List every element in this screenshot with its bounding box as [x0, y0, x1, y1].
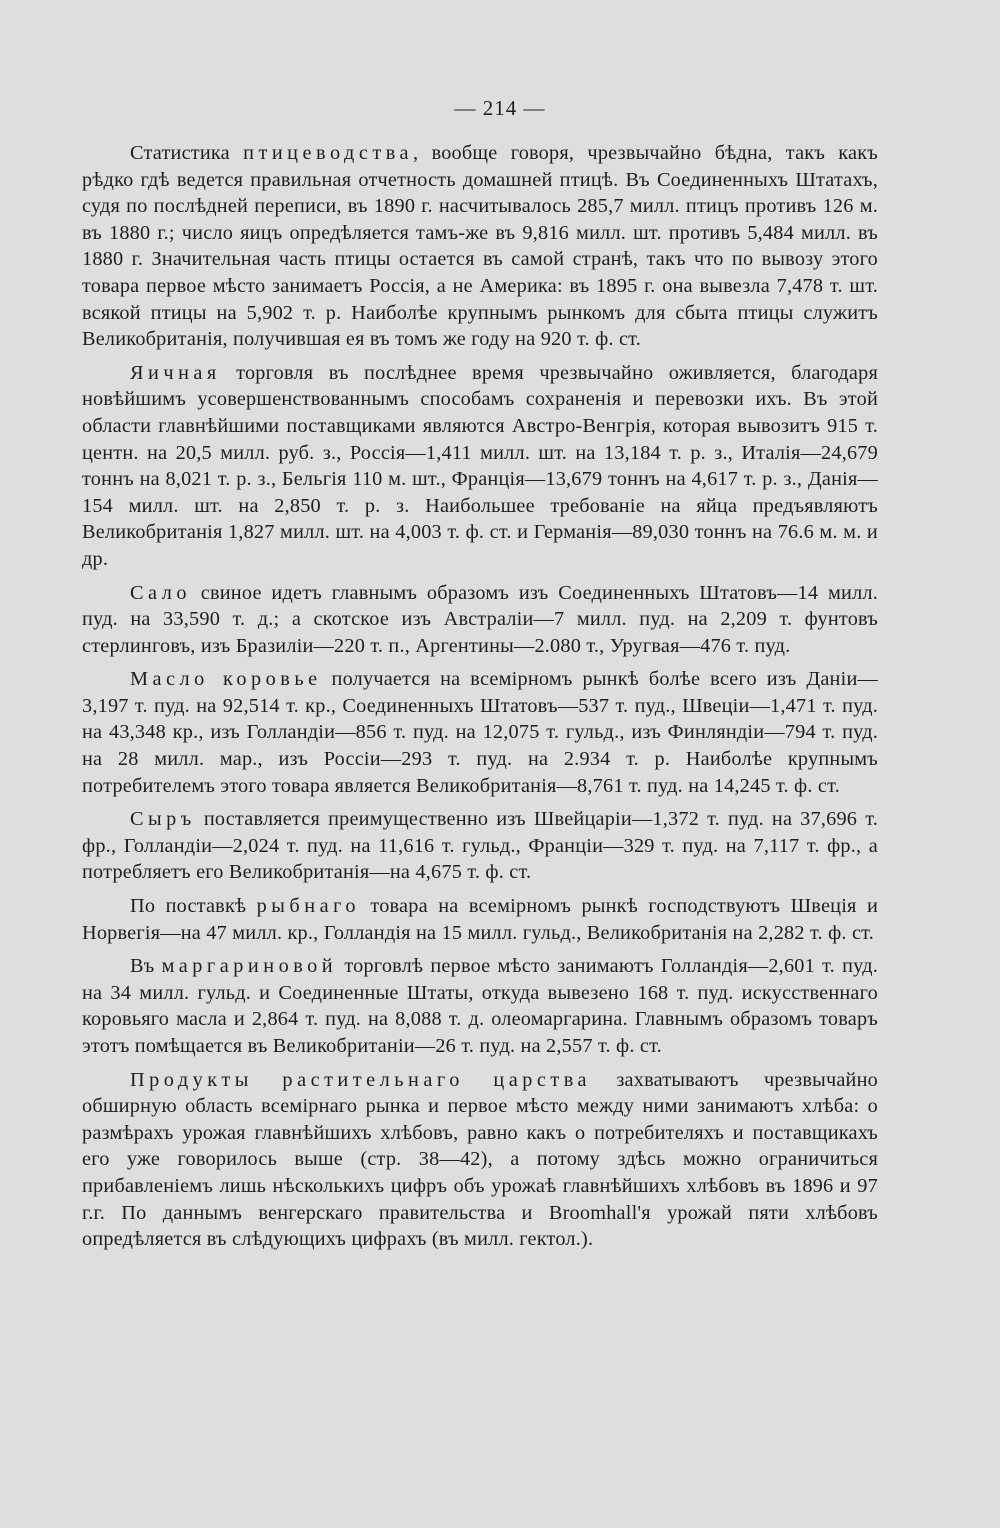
paragraph-text: свиное идетъ главнымъ образомъ изъ Соединенныхъ Штатовъ—14 милл. пуд. на 33,590 т. д.; а скотское изъ Австраліи—7 милл. пуд. на 2,209 т. фунтовъ стерлинговъ, изъ Бразиліи—220 т. п., Аргентины—2.080 т., Уругвая—476 т. пуд.	[82, 581, 878, 657]
paragraph-text: поставляется преимущественно изъ Швейцаріи—1,372 т. пуд. на 37,696 т. фр., Голландіи—2,024 т. пуд. на 11,616 т. гульд., Франціи—329 т. пуд. на 7,117 т. фр., а потребляетъ его Великобританія—на 4,675 т. ф. ст.	[82, 808, 878, 884]
paragraph-text: торговлѣ первое мѣсто занимаютъ Голландія—2,601 т. пуд. на 34 милл. гульд. и Соединенные Штаты, откуда вывезено 168 т. пуд. искусственнаго коровьяго масла и 2,864 т. пуд. на 8,088 т. д. олеомаргарина. Главнымъ образомъ товаръ этотъ помѣщается въ Великобританіи—26 т. пуд. на 2,557 т. ф. ст.	[82, 955, 878, 1057]
paragraph-margarine	[82, 953, 878, 1059]
paragraph-keyword: маргариновой	[161, 955, 338, 978]
paragraph-lead: Статистика	[130, 142, 244, 164]
paragraph-lead: По поставкѣ	[130, 895, 257, 918]
paragraph-keyword: Продукты растительнаго царства	[130, 1068, 592, 1091]
page-number: — 214 —	[454, 96, 546, 120]
paragraph-eggs	[82, 360, 878, 573]
paragraph-poultry	[82, 140, 878, 353]
paragraph-fish	[82, 893, 878, 946]
text-column	[82, 140, 878, 1260]
paragraph-text: торговля въ послѣднее время чрезвычайно оживляется, благодаря новѣйшимъ усовершенствованнымъ способамъ сохраненія и перевозки ихъ. Въ этой области главнѣйшими поставщиками являются Австро-Венгрія, которая вывозитъ 915 т. центн. на 20,5 милл. руб. з., Россія—1,411 милл. шт. на 13,184 т. р. з., Италія—24,679 тоннъ на 8,021 т. р. з., Бельгія 110 м. шт., Франція—13,679 тоннъ на 4,617 т. р. з., Данія—154 милл. шт. на 2,850 т. р. з. Наибольшее требованіе на яйца предъявляютъ Великобританія 1,827 милл. шт. на 4,003 т. ф. ст. и Германія—89,030 тоннъ на 76.6 м. м. и др.	[82, 361, 878, 570]
paragraph-plant-products	[82, 1067, 878, 1253]
paragraph-keyword: Сыръ	[130, 808, 196, 831]
paragraph-text: товара на всемірномъ рынкѣ господствуютъ Швеція и Норвегія—на 47 милл. кр., Голландія на 15 милл. гульд., Великобританія на 2,282 т. ф. ст.	[82, 895, 879, 944]
paragraph-keyword: Масло коровье	[130, 668, 322, 691]
paragraph-cheese	[82, 806, 878, 886]
paragraph-text: , вообще говоря, чрезвычайно бѣдна, такъ какъ рѣдко гдѣ ведется правильная отчетность домашней птицѣ. Въ Соединенныхъ Штатахъ, судя по послѣдней переписи, въ 1890 г. насчитывалось 285,7 милл. птицъ противъ 126 м. въ 1880 г.; число яицъ опредѣляется тамъ-же въ 9,816 милл. шт. противъ 5,484 милл. въ 1880 г. Значительная часть птицы остается въ самой странѣ, такъ что по вывозу этого товара первое мѣсто занимаетъ Россія, а не Америка: въ 1895 г. она вывезла 7,478 т. шт. всякой птицы на 5,902 т. р. Наиболѣе крупнымъ рынкомъ для сбыта птицы служитъ Великобританія, получившая ея въ томъ же году на 920 т. ф. ст.	[82, 142, 878, 351]
paragraph-keyword: птицеводства	[243, 142, 414, 164]
paragraph-lead: Въ	[130, 955, 162, 978]
paragraph-lard	[82, 580, 878, 660]
paragraph-text: захватываютъ чрезвычайно обширную область всемірнаго рынка и первое мѣсто между ними занимаютъ хлѣба: о размѣрахъ урожая главнѣйшихъ хлѣбовъ, равно какъ о потребителяхъ и поставщикахъ его уже говорилось выше (стр. 38—42), а потому здѣсь можно ограничиться прибавленіемъ лишь нѣсколькихъ цифръ объ урожаѣ главнѣйшихъ хлѣбовъ въ 1896 и 97 г.г. По даннымъ венгерскаго правительства и Broomhall'я урожай пяти хлѣбовъ опредѣляется въ слѣдующихъ цифрахъ (въ милл. гектол.).	[82, 1068, 878, 1251]
paragraph-butter	[82, 666, 878, 799]
paragraph-text: получается на всемірномъ рынкѣ болѣе всего изъ Даніи—3,197 т. пуд. на 92,514 т. кр., Соединенныхъ Штатовъ—537 т. пуд., Швеціи—1,471 т. пуд. на 43,348 кр., изъ Голландіи—856 т. пуд. на 12,075 т. гульд., изъ Финляндіи—794 т. пуд. на 28 милл. мар., изъ Россіи—293 т. пуд. на 2.934 т. р. Наиболѣе крупнымъ потребителемъ этого товара является Великобританія—8,761 т. пуд. на 14,245 т. ф. ст.	[82, 668, 878, 797]
paragraph-keyword: рыбнаго	[256, 895, 361, 918]
paragraph-keyword: Сало	[130, 581, 191, 604]
paragraph-keyword: Яичная	[130, 361, 221, 384]
